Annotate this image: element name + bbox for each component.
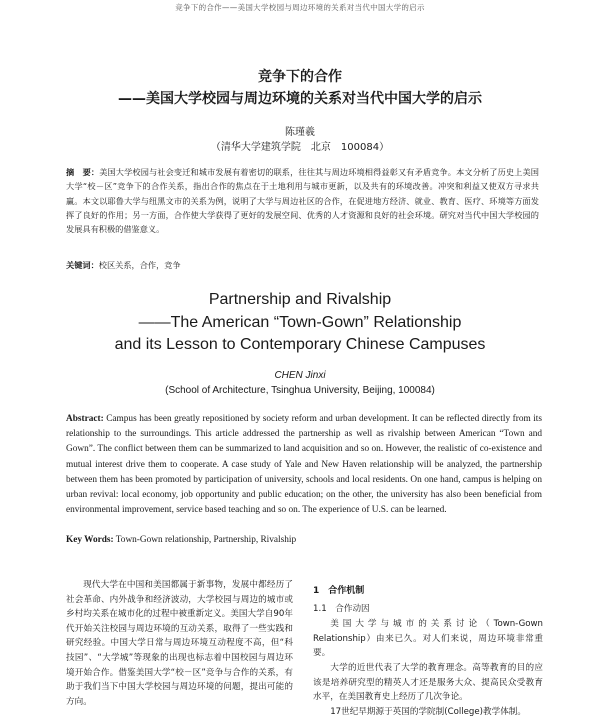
title-en-line2: ——The American “Town-Gown” Relationship [138, 313, 462, 331]
keywords-en [66, 535, 542, 545]
body-left-column [66, 578, 293, 709]
author-zh: 陈瑾羲 [285, 127, 315, 138]
keywords-zh-text: 校区关系，合作，竞争 [98, 260, 181, 270]
title-en-line1: Partnership and Rivalship [208, 291, 392, 308]
abstract-zh-label: 摘 要： [66, 167, 100, 177]
title-zh: 竞争下的合作 [258, 69, 342, 85]
body-paragraph: 现代大学在中国和美国都属于新事物，发展中都经历了社会革命、内外战争和经济波动，大学校园与周边的城市或乡村均关系在城市化的过程中被重新定义。美国大学自90年代开始关注校园与周边环境的互动关系，取得了一些实践和研究经验。中国大学日常与周边环境互动程度不高，但“科技园”、“大学城”等现象的出现也标志着中国校园与周边环境开始合作。借鉴美国大学“校－区”竞争与合作的关系，有助于我们当下中国大学校园与周边环境的问题，提出可能的方向。 [66, 580, 293, 707]
body-paragraph: 大学的近世代表了大学的教育理念。高等教育的目的应该是培养研究型的精英人才还是服务大众、提高民众受教育水平，在美国教育史上经历了几次争论。 [313, 662, 543, 703]
keywords-zh [66, 260, 539, 271]
abstract-zh-text: 美国大学校园与社会变迁和城市发展有着密切的联系，往往其与周边环境相得益彰又有矛盾竞争。本文分析了历史上美国大学“校－区”竞争下的合作关系，指出合作的焦点在于土地利用与城市更新，以及共有的环境改善。冲突和利益又使双方寻求共赢。本文以耶鲁大学与纽黑文市的关系为例，说明了大学与周边社区的合作，在促进地方经济、就业、教育、医疗、环境等方面发挥了良好的作用；另一方面，合作使大学获得了更好的发展空间、优秀的人才资源和良好的社会环境。研究对当代中国大学校园的发展具有积极的借鉴意义。 [66, 167, 539, 235]
body-paragraph: 美国大学与城市的关系讨论（Town-Gown Relationship）由来已久。对人们来说，周边环境非常重要。 [313, 619, 543, 659]
abstract-en-label: Abstract: [66, 414, 104, 424]
keywords-en-label: Key Words: [66, 535, 114, 545]
author-en: CHEN Jinxi [274, 370, 326, 381]
keywords-en-text: Town-Gown relationship, Partnership, Rivalship [113, 535, 297, 545]
abstract-en [66, 412, 542, 518]
title-en [0, 289, 600, 357]
subtitle-zh: ——美国大学校园与周边环境的关系对当代中国大学的启示 [118, 91, 482, 107]
affiliation-en: (School of Architecture, Tsinghua University, Beijing, 100084) [165, 385, 435, 396]
abstract-zh [66, 165, 539, 236]
title-en-line3: and its Lesson to Contemporary Chinese Campuses [114, 336, 486, 353]
keywords-zh-label: 关键词： [66, 260, 99, 270]
body-right-column [313, 578, 543, 719]
abstract-en-text: Campus has been greatly repositioned by society reform and urban development. It can be reflected directly from its relationship to the surroundings. This article addressed the partnership as well as rivalship between American “Town and Gown”. The conflict between them can be summarized to land acquisition and so on. However, the realistic of co-existence and mutual interest drive them to cooperate. A case study of Yale and New Haven relationship will be analyzed, the partnership between them has been promoted by participation of university, schools and local residents. On one hand, campus is helping on urban revival: local economy, job opportunity and public education; on the other, the university has also been beneficial from environmental improvement, service based teaching and so on. The experience of U.S. can be learned. [66, 414, 542, 516]
section-heading: 1 合作机制 [313, 586, 365, 596]
subsection-heading: 1.1 合作动因 [313, 603, 370, 614]
affiliation-zh: （清华大学建筑学院 北京 100084） [210, 142, 390, 153]
running-header: 竞争下的合作——美国大学校园与周边环境的关系对当代中国大学的启示 [175, 3, 425, 12]
body-paragraph: 17世纪早期源于英国的学院制(College)教学体制。 [330, 706, 526, 717]
